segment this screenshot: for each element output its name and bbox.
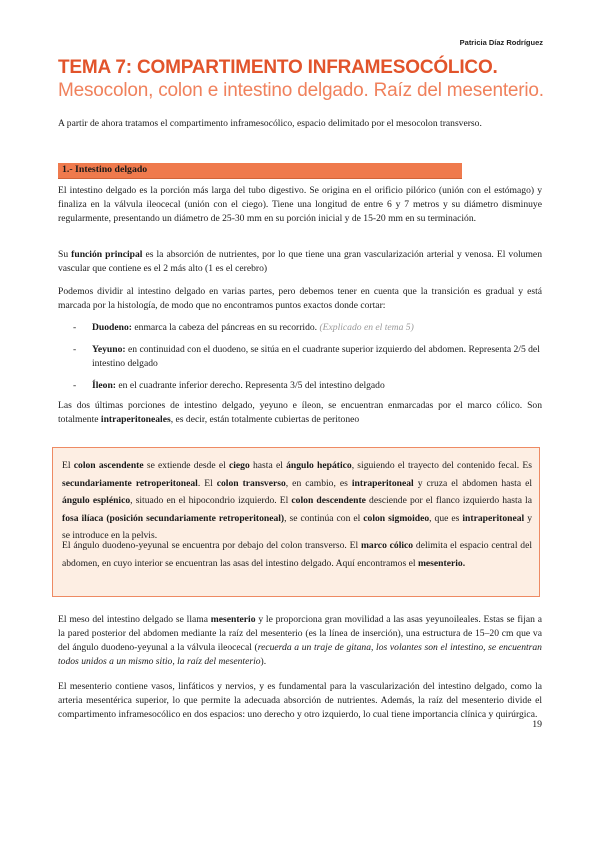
bold-term: ciego bbox=[229, 460, 250, 471]
list-item-yeyuno bbox=[58, 343, 542, 371]
list-term: Yeyuno: bbox=[92, 344, 126, 355]
bold-term: secundariamente retroperitoneal bbox=[62, 477, 198, 489]
paragraph-intraperitoneales bbox=[58, 399, 542, 427]
paragraph-funcion bbox=[58, 248, 542, 276]
text-run: delimita el espacio central del abdomen, en cuyo interior se encuentran las asas del intestino delgado. Aquí encontramos el bbox=[62, 540, 532, 569]
paragraph-raiz: El mesenterio contiene vasos, linfáticos y nervios, y es fundamental para la vascularización del intestino delgado, como la arteria mesentérica superior, lo que permite la adecuada absorción de nutrientes. Además, la raíz del mesenterio divide el compartimento inframesocólico en dos espacios: uno derecho y otro izquierdo, lo cual tiene importancia clínica y quirúrgica. bbox=[58, 681, 542, 720]
title-main: TEMA 7: COMPARTIMENTO INFRAMESOCÓLICO. bbox=[58, 57, 498, 78]
bold-term: intraperitoneal bbox=[351, 477, 414, 489]
text-run: , que es bbox=[429, 512, 463, 524]
bold-term: colon sigmoideo bbox=[363, 512, 430, 524]
bold-term: colon transverso bbox=[216, 477, 286, 489]
bold-term: colon ascendente bbox=[73, 460, 144, 471]
text-run: desciende por el flanco izquierdo hasta la bbox=[365, 495, 532, 506]
list-item-ileon bbox=[58, 379, 542, 393]
bold-term: mesenterio. bbox=[417, 557, 466, 569]
paragraph-partes: Podemos dividir al intestino delgado en varias partes, pero debemos tener en cuenta que la transición es gradual y está marcada por la histología, de modo que no encontramos puntos exactos donde cortar: bbox=[58, 286, 542, 311]
list-text: en el cuadrante inferior derecho. Representa 3/5 del intestino delgado bbox=[115, 380, 385, 391]
bold-term: intraperitoneales bbox=[100, 414, 171, 425]
author-name: Patricia Díaz Rodríguez bbox=[459, 38, 543, 47]
text-run: hasta el bbox=[249, 460, 287, 471]
list-term: Íleon: bbox=[92, 380, 116, 391]
bold-term: función principal bbox=[71, 249, 143, 260]
bold-term: mesenterio bbox=[210, 614, 256, 625]
text-run: recuerda a un traje de gitana, los volantes son el intestino, se encuentran todos unidos a un mismo sitio, la raíz del mesenterio bbox=[58, 642, 542, 667]
bold-term: ángulo esplénico bbox=[62, 495, 131, 506]
paragraph-intestino: El intestino delgado es la porción más larga del tubo digestivo. Se origina en el orificio pilórico (unión con el estómago) y finaliza en la válvula ileocecal (unión con el ciego). Tiene una longitud de entre 6 y 7 metros y su diámetro disminuye regularmente, presentando un diámetro de 25-30 mm en su porción inicial y de 15-20 mm en su terminación. bbox=[58, 185, 542, 224]
box-paragraph-colon bbox=[62, 457, 532, 545]
bold-term: colon descendente bbox=[291, 495, 366, 506]
list-text: enmarca la cabeza del páncreas en su recorrido. bbox=[131, 322, 320, 333]
section-heading-bar bbox=[58, 163, 462, 179]
text-run: El bbox=[62, 460, 74, 471]
list-dash: - bbox=[73, 380, 77, 391]
parts-list bbox=[58, 321, 542, 401]
list-term: Duodeno: bbox=[92, 322, 132, 333]
bold-term: intraperitoneal bbox=[462, 512, 525, 524]
text-run: y se introduce en la pelvis. bbox=[62, 512, 533, 541]
text-run: se extiende desde el bbox=[143, 460, 229, 471]
page-number: 19 bbox=[532, 719, 542, 730]
bold-term: fosa ilíaca bbox=[62, 512, 104, 524]
text-run: , situado en el hipocondrio izquierdo. El bbox=[130, 495, 292, 506]
colon-info-box bbox=[52, 447, 540, 597]
bold-term: (posición secundariamente retroperitoneal) bbox=[106, 512, 285, 524]
text-run: El ángulo duodeno-yeyunal se encuentra por debajo del colon transverso. El bbox=[62, 540, 361, 551]
section-heading: 1.- Intestino delgado bbox=[62, 164, 148, 175]
text-run: es la absorción de nutrientes, por lo que tiene una gran vascularización arterial y venosa. El volumen vascular que contiene es el 2 más alto (1 es el cerebro) bbox=[58, 249, 542, 274]
box-paragraph-marco bbox=[62, 537, 532, 572]
text-run: y cruza el abdomen hasta el bbox=[413, 477, 532, 489]
list-item-duodeno bbox=[58, 321, 542, 335]
list-note: (Explicado en el tema 5) bbox=[319, 322, 414, 333]
text-run: , se continúa con el bbox=[284, 512, 364, 524]
text-run: . El bbox=[197, 477, 217, 489]
list-text: en continuidad con el duodeno, se sitúa en el cuadrante superior izquierdo del abdomen. Representa 2/5 del intestino delgado bbox=[92, 344, 540, 369]
text-run: , siguiendo el trayecto del contenido fecal. Es bbox=[351, 460, 532, 471]
list-dash: - bbox=[73, 344, 77, 355]
text-run: El meso del intestino delgado se llama bbox=[58, 614, 211, 625]
text-run: y le proporciona gran movilidad a las asas yeyunoileales. Estas se fijan a la pared posterior del abdomen mediante la raíz del mesenterio (es la línea de inserción), una estructura de 15–20 cm que va del ángulo duodeno-yeyunal a la válvula ileocecal ( bbox=[58, 614, 542, 653]
title-subtitle: Mesocolon, colon e intestino delgado. Raíz del mesenterio. bbox=[58, 80, 544, 101]
text-run: ). bbox=[260, 656, 267, 667]
paragraph-mesenterio bbox=[58, 613, 542, 669]
text-run: , es decir, están totalmente cubiertas de peritoneo bbox=[170, 414, 360, 425]
page-title bbox=[58, 56, 558, 102]
text-run: Las dos últimas porciones de intestino delgado, yeyuno e íleon, se encuentran enmarcadas por el marco cólico. Son totalmente bbox=[58, 400, 542, 425]
text-run: , en cambio, es bbox=[285, 477, 352, 489]
text-run: Su bbox=[58, 249, 72, 260]
intro-paragraph: A partir de ahora tratamos el compartimento inframesocólico, espacio delimitado por el mesocolon transverso. bbox=[58, 118, 482, 129]
list-dash: - bbox=[73, 322, 77, 333]
bold-term: ángulo hepático bbox=[286, 460, 352, 471]
bold-term: marco cólico bbox=[360, 540, 414, 551]
